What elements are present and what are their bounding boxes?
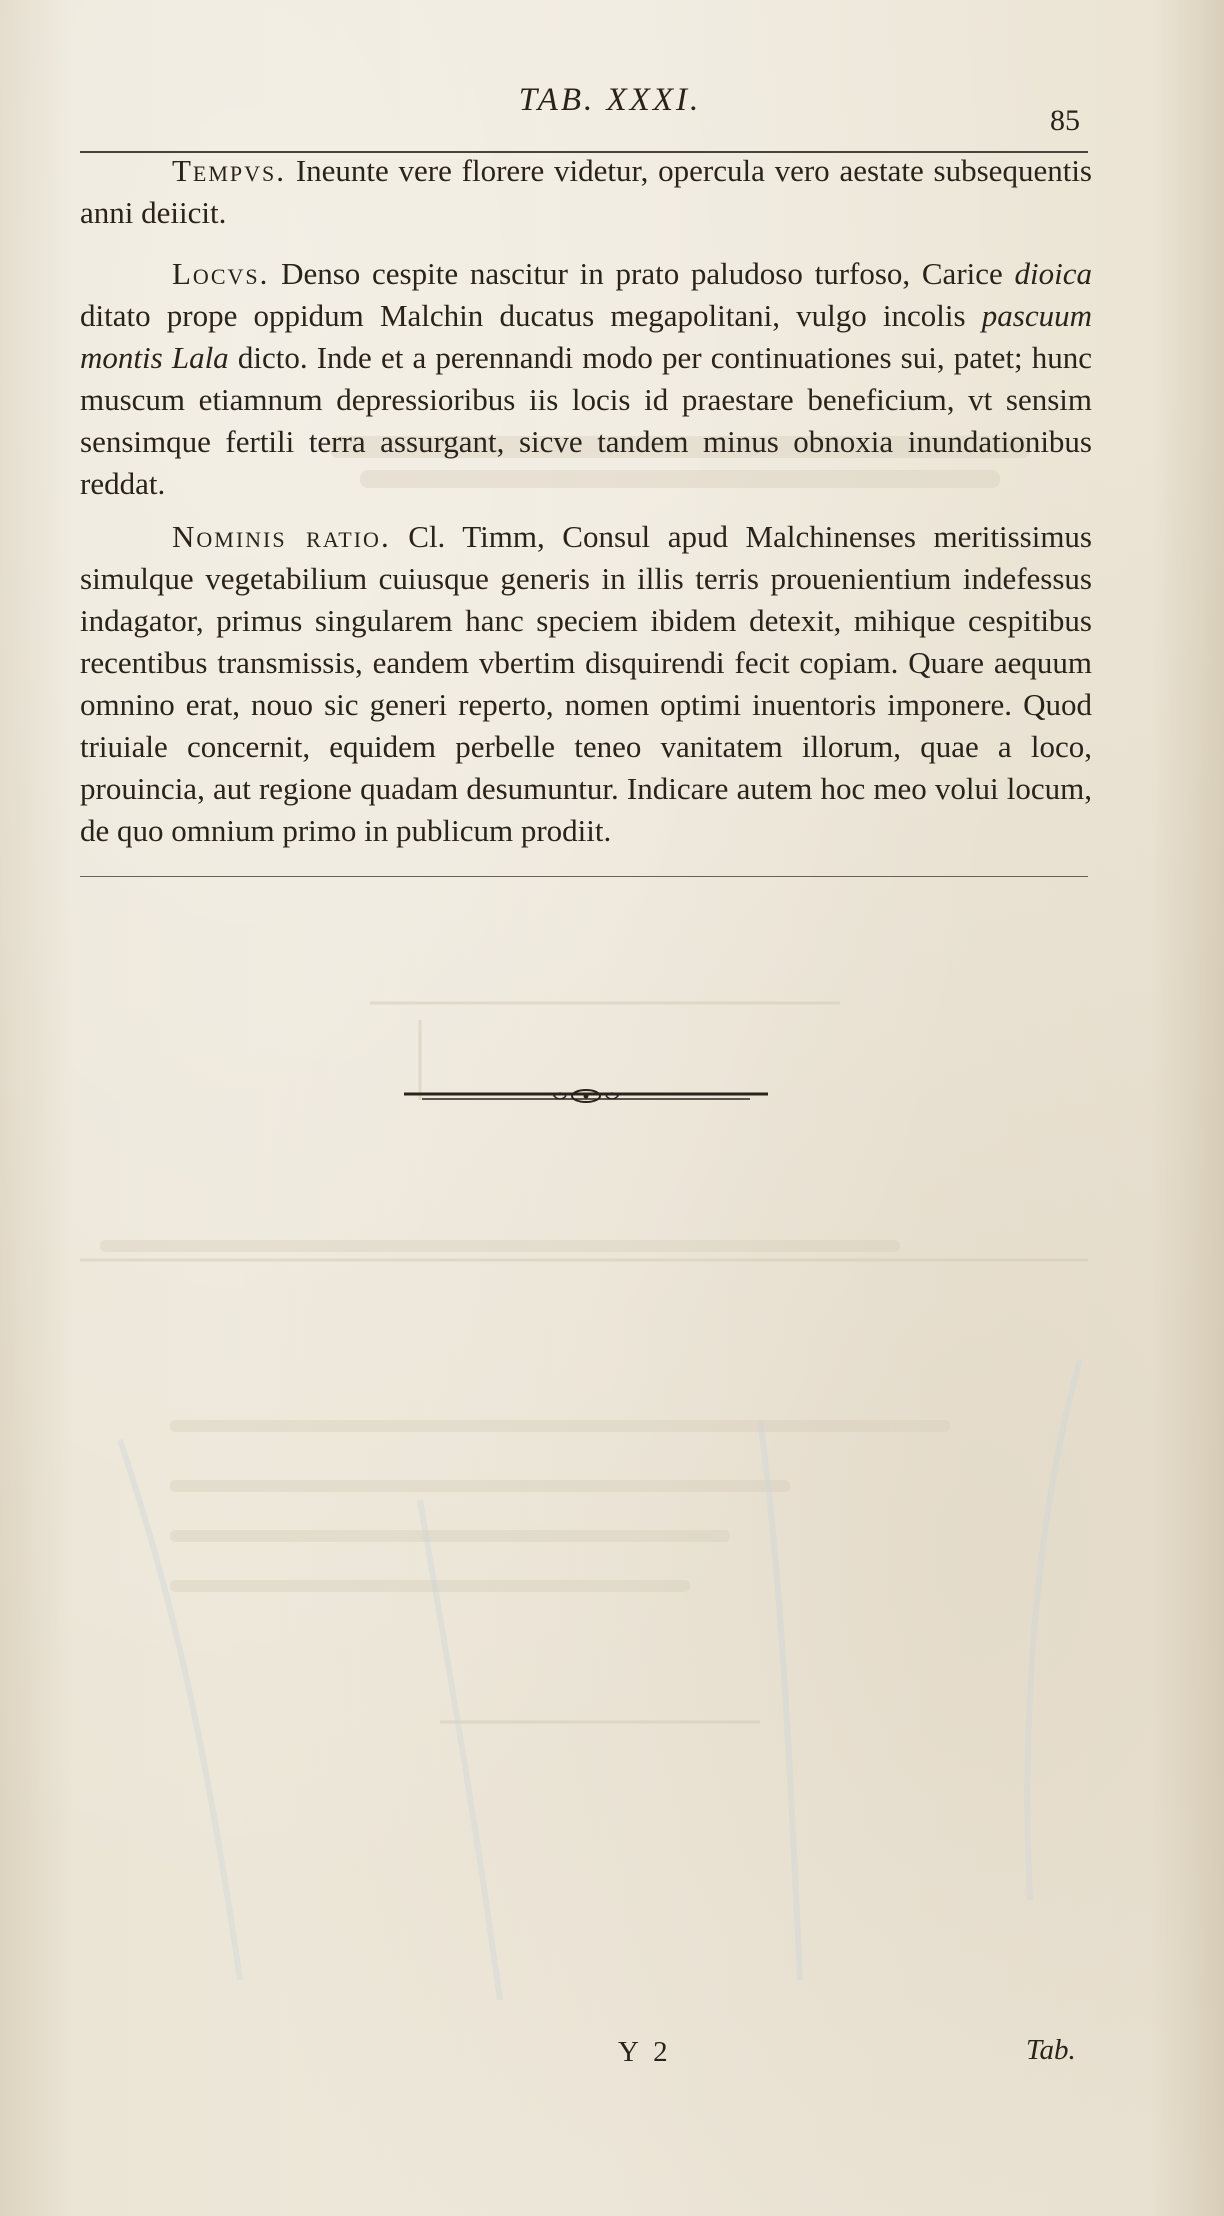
paragraph-tempus	[80, 150, 1092, 234]
paragraph-text-italic: dioica	[1014, 256, 1092, 291]
double-rule-ornament-icon	[402, 1084, 770, 1108]
paragraph-locus	[80, 253, 1092, 505]
paragraph-text: Cl. Timm, Consul apud Malchinenses meritissimus simulque vegetabilium cuiusque generis in illis terris prouenientium indefessus indagator, primus singularem hanc speciem ibidem detexit, mihique cespitibus recentibus transmissis, eandem vbertim disquirendi fecit copiam. Quare aequum omnino erat, nouo sic generi reperto, nomen optimi inuentoris imponere. Quod triuiale concernit, equidem perbelle teneo vanitatem illorum, quae a loco, prouincia, aut regione quadam desumuntur. Indicare autem hoc meo volui locum, de quo omnium primo in publicum prodiit.	[80, 519, 1092, 848]
paragraph-text: ditato prope oppidum Malchin ducatus megapolitani, vulgo incolis	[80, 298, 982, 333]
plate-title: TAB. XXXI.	[518, 82, 702, 118]
section-rule	[80, 876, 1088, 877]
paragraph-lead: Tempvs.	[172, 153, 287, 188]
paragraph-text: Ineunte vere florere videtur, opercula vero aestate subsequentis anni deiicit.	[80, 153, 1092, 230]
paragraph-text: dicto. Inde et a perennandi modo per continuationes sui, patet; hunc muscum etiamnum depressioribus iis locis id praestare beneficium, vt sensim sensimque fertili terra assurgant, sicve tandem minus obnoxia inundationibus reddat.	[80, 340, 1092, 501]
page-number: 85	[1050, 104, 1080, 137]
paragraph-lead: Nominis ratio.	[172, 519, 391, 554]
paragraph-nominis-ratio	[80, 516, 1092, 852]
signature-mark: Y 2	[618, 2036, 672, 2068]
paragraph-lead: Locvs.	[172, 256, 270, 291]
catchword: Tab.	[1026, 2034, 1076, 2066]
paragraph-text-italic: pascuum montis Lala	[80, 298, 1092, 375]
paragraph-text: Denso cespite nascitur in prato paludoso turfoso, Carice	[269, 256, 1015, 291]
